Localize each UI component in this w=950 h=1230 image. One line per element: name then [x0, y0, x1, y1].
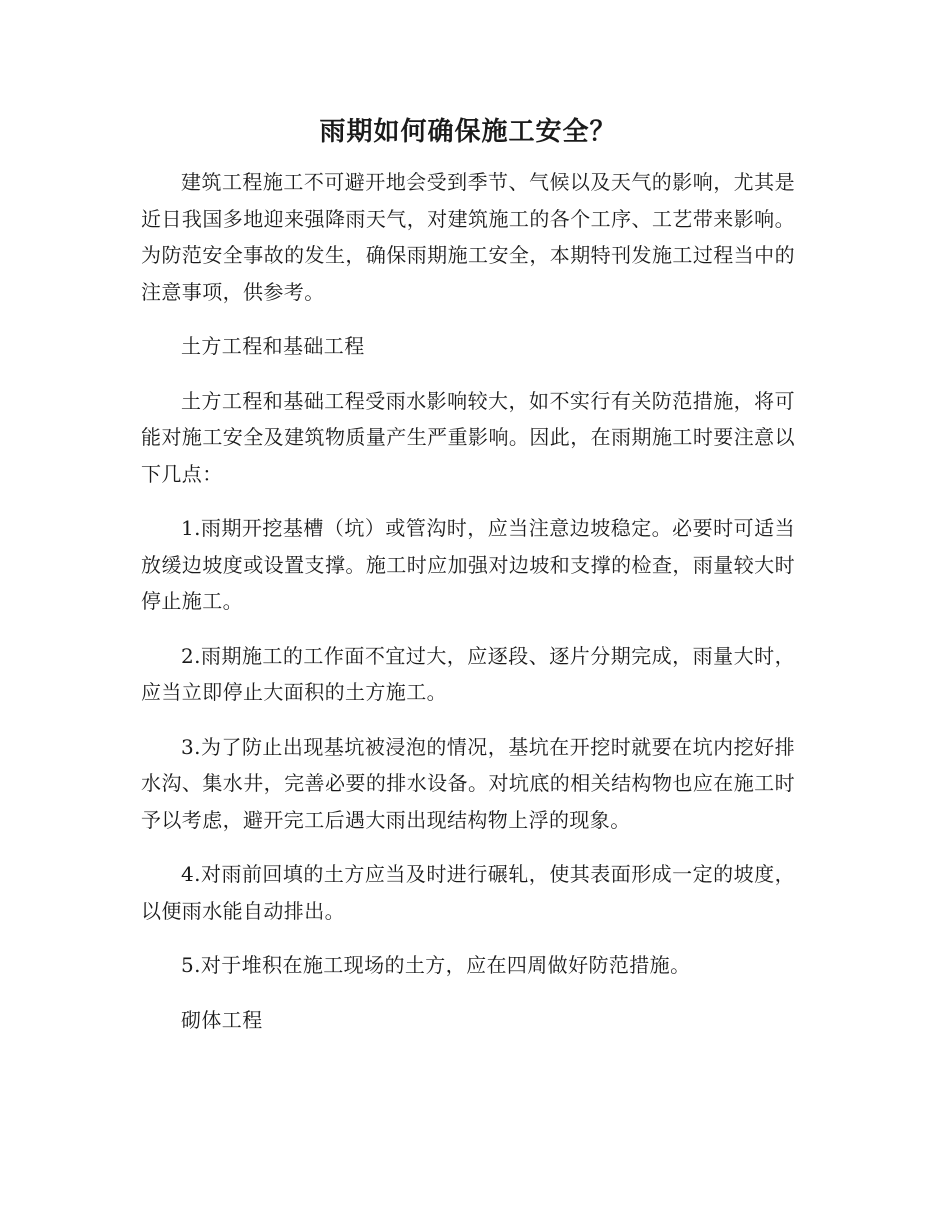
list-item-3: 3.为了防止出现基坑被浸泡的情况，基坑在开挖时就要在坑内挖好排水沟、集水井，完善必要的排水设备。对坑底的相关结构物也应在施工时予以考虑，避开完工后遇大雨出现结构物上浮的现象。	[141, 734, 795, 832]
list-item-5: 5.对于堆积在施工现场的土方，应在四周做好防范措施。	[181, 953, 691, 977]
list-item-2: 2.雨期施工的工作面不宜过大，应逐段、逐片分期完成，雨量大时，应当立即停止大面积的土方施工。	[141, 643, 795, 704]
list-item-1: 1.雨期开挖基槽（坑）或管沟时，应当注意边坡稳定。必要时可适当放缓边坡度或设置支撑。施工时应加强对边坡和支撑的检查，雨量较大时停止施工。	[141, 516, 795, 613]
document-title: 雨期如何确保施工安全？	[319, 117, 617, 147]
list-item-4: 4.对雨前回填的土方应当及时进行碾轧，使其表面形成一定的坡度，以便雨水能自动排出。	[141, 862, 795, 923]
intro-paragraph: 建筑工程施工不可避开地会受到季节、气候以及天气的影响，尤其是近日我国多地迎来强降雨天气，对建筑施工的各个工序、工艺带来影响。为防范安全事故的发生，确保雨期施工安全，本期特刊发施工过程当中的注意事项，供参考。	[141, 170, 795, 304]
section-heading-masonry: 砌体工程	[181, 1007, 263, 1032]
section-heading-earthwork: 土方工程和基础工程	[181, 334, 365, 358]
earthwork-intro-paragraph: 土方工程和基础工程受雨水影响较大，如不实行有关防范措施，将可能对施工安全及建筑物质量产生严重影响。因此，在雨期施工时要注意以下几点：	[141, 388, 795, 486]
document-body	[141, 112, 795, 1056]
